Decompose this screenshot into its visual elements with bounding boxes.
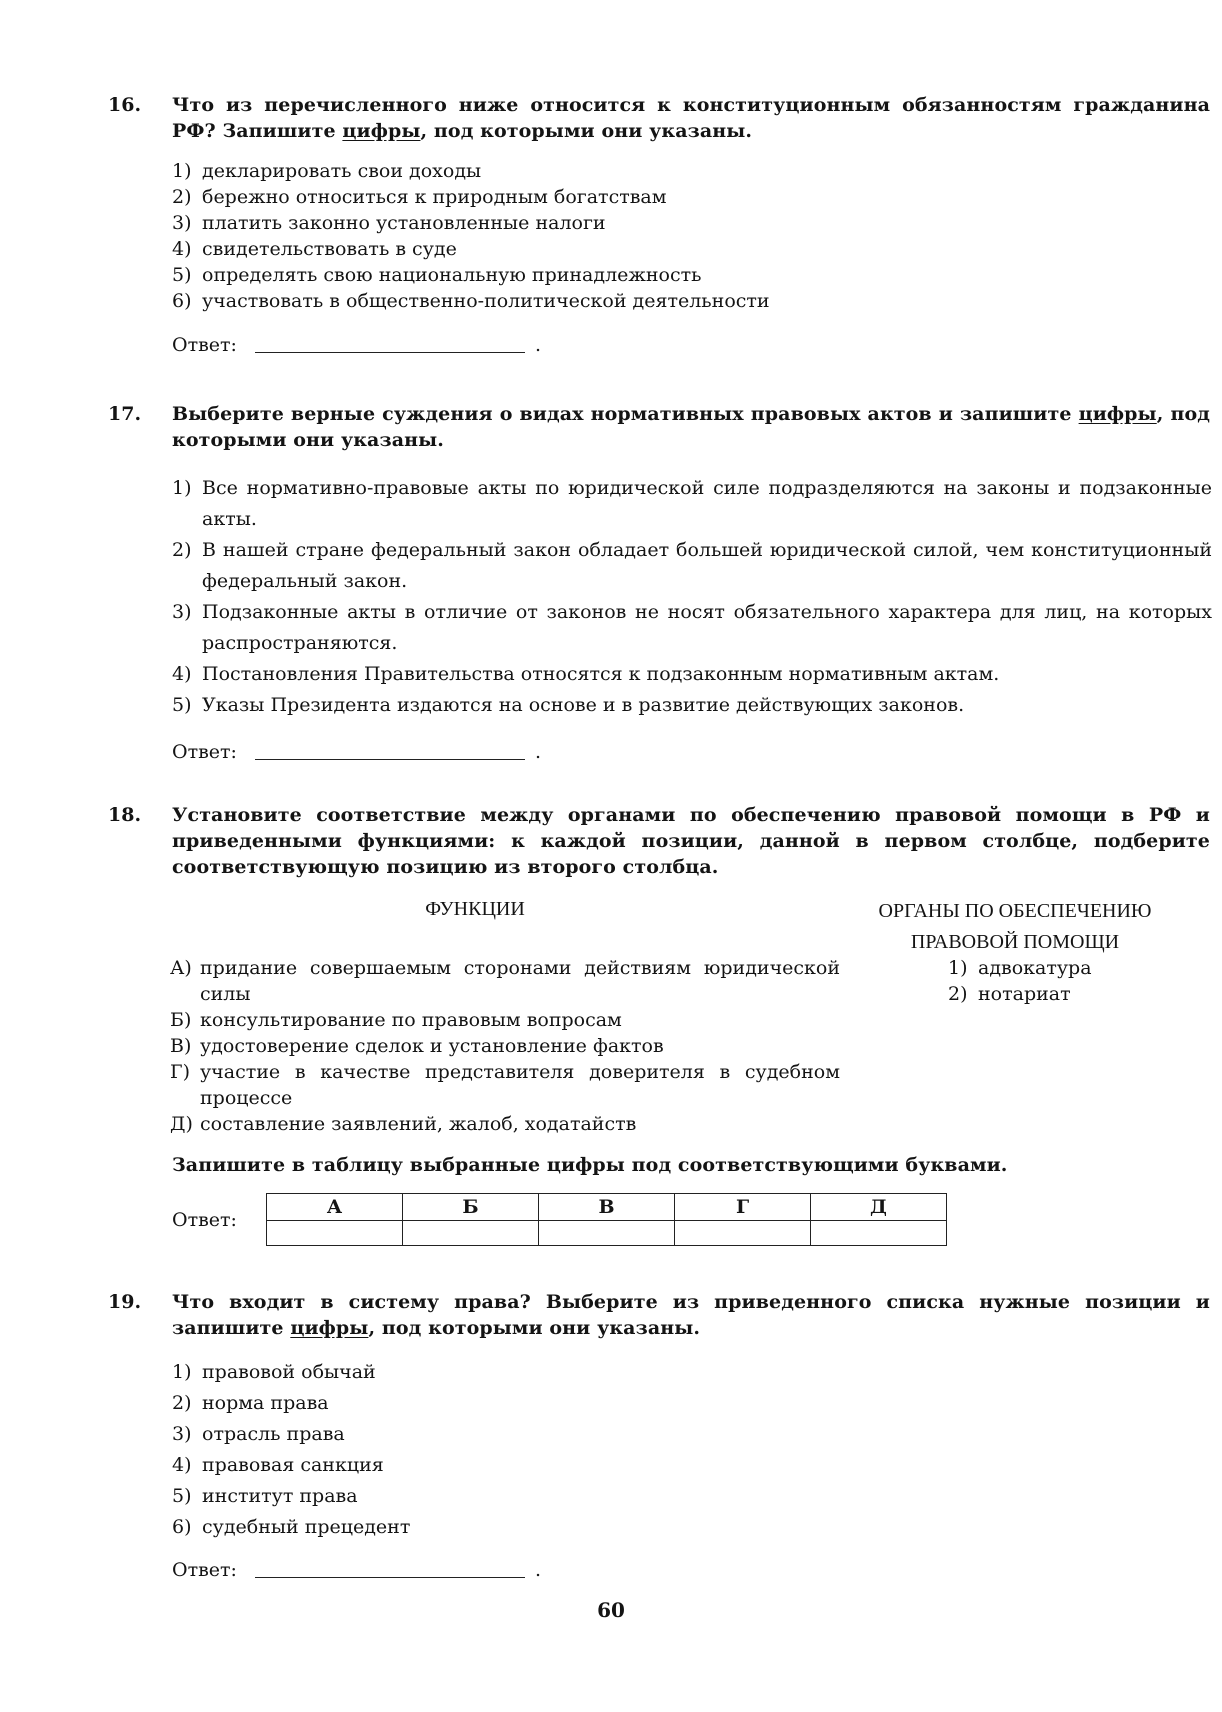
list-item: Г) участие в качестве представителя доверителя в судебном процессе (170, 1061, 840, 1109)
answer-row: Ответ: . (172, 1559, 541, 1581)
answer-table (266, 1193, 947, 1246)
task-question: Что из перечисленного ниже относится к конституционным обязанностям гражданина РФ? Запишите цифры, под которыми они указаны. (172, 94, 1210, 142)
answer-field[interactable] (255, 334, 525, 353)
list-item: 2) норма права (172, 1392, 329, 1414)
options-list (172, 473, 1212, 721)
list-item: 1) Все нормативно-правовые акты по юридической силе подразделяются на законы и подзаконные акты. (172, 477, 1212, 530)
answer-cell[interactable] (267, 1221, 403, 1246)
table-header-cell: А (267, 1194, 403, 1221)
list-item: Д) составление заявлений, жалоб, ходатайств (170, 1113, 637, 1135)
functions-list (170, 955, 840, 1137)
answer-cell[interactable] (403, 1221, 539, 1246)
task-number: 19. (108, 1291, 142, 1313)
answer-row: Ответ: . (172, 334, 541, 356)
answer-label: Ответ: (172, 1209, 237, 1231)
list-item: 4) Постановления Правительства относятся к подзаконным нормативным актам. (172, 663, 1000, 685)
answer-field[interactable] (255, 741, 525, 760)
table-header-cell: В (539, 1194, 675, 1221)
right-column-header: ОРГАНЫ ПО ОБЕСПЕЧЕНИЮ ПРАВОВОЙ ПОМОЩИ (878, 900, 1152, 953)
list-item: А) придание совершаемым сторонами действиям юридической силы (170, 957, 840, 1005)
list-item: 3) платить законно установленные налоги (172, 212, 606, 234)
table-header-cell: Г (675, 1194, 811, 1221)
list-item: 2) нотариат (948, 983, 1071, 1005)
list-item: 6) участвовать в общественно-политической деятельности (172, 290, 770, 312)
options-list (172, 158, 1212, 314)
table-header-cell: Б (403, 1194, 539, 1221)
left-column-header: ФУНКЦИИ (425, 898, 525, 920)
list-item: Б) консультирование по правовым вопросам (170, 1009, 622, 1031)
table-answer-row (267, 1221, 947, 1246)
list-item: 1) адвокатура (948, 957, 1092, 979)
answer-label: Ответ: (172, 1559, 237, 1581)
answer-row: Ответ: . (172, 741, 541, 763)
list-item: 5) институт права (172, 1485, 358, 1507)
page-number: 60 (597, 1598, 625, 1622)
list-item: 2) В нашей стране федеральный закон обладает большей юридической силой, чем конституционный федеральный закон. (172, 539, 1212, 592)
organs-list (948, 955, 1188, 1007)
table-header-cell: Д (811, 1194, 947, 1221)
answer-field[interactable] (255, 1559, 525, 1578)
list-item: 4) правовая санкция (172, 1454, 384, 1476)
table-instruction: Запишите в таблицу выбранные цифры под соответствующими буквами. (172, 1154, 1008, 1176)
task-question: Выберите верные суждения о видах нормативных правовых актов и запишите цифры, под которыми они указаны. (172, 403, 1210, 451)
list-item: В) удостоверение сделок и установление фактов (170, 1035, 664, 1057)
answer-cell[interactable] (811, 1221, 947, 1246)
answer-label: Ответ: (172, 334, 237, 356)
answer-cell[interactable] (675, 1221, 811, 1246)
list-item: 4) свидетельствовать в суде (172, 238, 457, 260)
list-item: 1) декларировать свои доходы (172, 160, 482, 182)
list-item: 5) определять свою национальную принадлежность (172, 264, 702, 286)
list-item: 2) бережно относиться к природным богатствам (172, 186, 667, 208)
task-number: 16. (108, 94, 142, 116)
task-question: Установите соответствие между органами по обеспечению правовой помощи в РФ и приведенными функциями: к каждой позиции, данной в первом столбце, подберите соответствующую позицию из второго столбца. (172, 804, 1210, 878)
answer-label: Ответ: (172, 741, 237, 763)
table-header-row (267, 1194, 947, 1221)
answer-cell[interactable] (539, 1221, 675, 1246)
list-item: 3) отрасль права (172, 1423, 345, 1445)
task-number: 18. (108, 804, 142, 826)
list-item: 5) Указы Президента издаются на основе и в развитие действующих законов. (172, 694, 965, 716)
list-item: 6) судебный прецедент (172, 1516, 411, 1538)
list-item: 3) Подзаконные акты в отличие от законов не носят обязательного характера для лиц, на которых распространяются. (172, 601, 1212, 654)
options-list (172, 1357, 1212, 1543)
task-number: 17. (108, 403, 142, 425)
list-item: 1) правовой обычай (172, 1361, 376, 1383)
task-question: Что входит в систему права? Выберите из приведенного списка нужные позиции и запишите цифры, под которыми они указаны. (172, 1291, 1210, 1339)
